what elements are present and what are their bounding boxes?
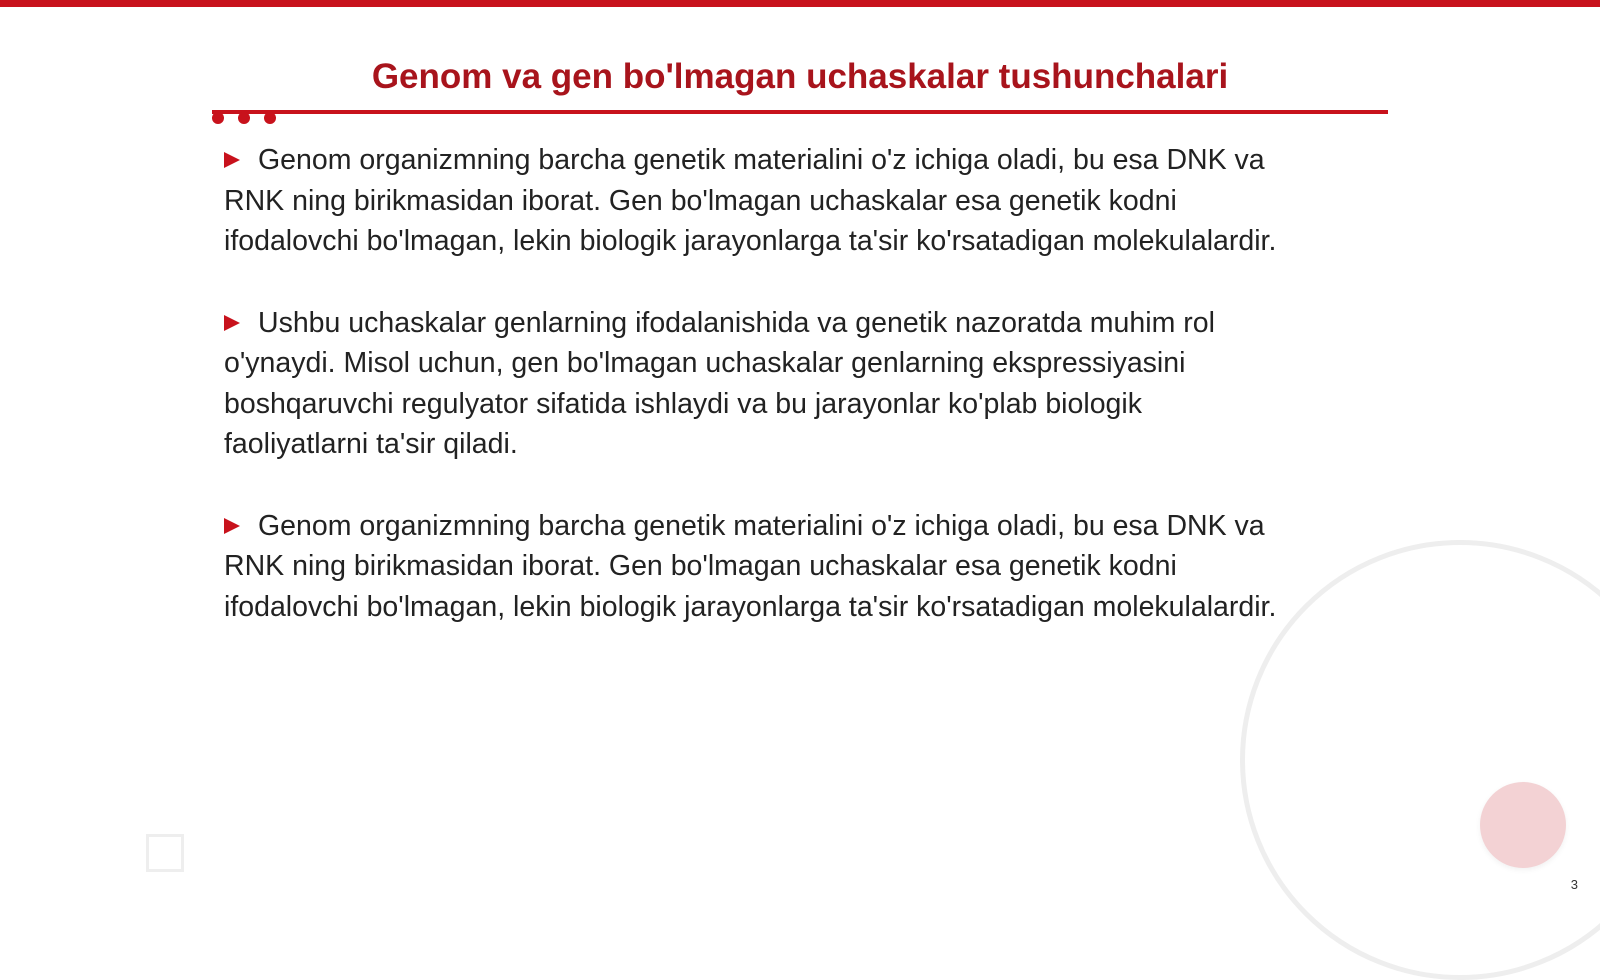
bullet-item-1 [224, 140, 1384, 262]
dot-3 [264, 112, 276, 124]
triangle-right-icon [224, 152, 240, 168]
bullet-1-text: Genom organizmning barcha genetik materialini o'z ichiga oladi, bu esa DNK va RNK ning birikmasidan iborat. Gen bo'lmagan uchaskalar esa genetik kodni ifodalovchi bo'lmagan, lekin biologik jarayonlarga ta'sir ko'rsatadigan molekulalardir. [224, 144, 1277, 257]
page-number: 3 [1570, 877, 1578, 892]
decorative-square [146, 834, 184, 872]
bullet-item-2 [224, 303, 1384, 465]
bullet-item-3 [224, 506, 1384, 628]
bullet-2-text: Ushbu uchaskalar genlarning ifodalanishida va genetik nazoratda muhim rol o'ynaydi. Misol uchun, gen bo'lmagan uchaskalar genlarning ekspressiyasini boshqaruvchi regulyator sifatida ishlaydi va bu jarayonlar ko'plab biologik faoliyatlarni ta'sir qiladi. [224, 306, 1215, 460]
title-dots [212, 112, 276, 126]
triangle-right-icon [224, 315, 240, 331]
decorative-disc [1480, 782, 1566, 868]
slide-title: Genom va gen bo'lmagan uchaskalar tushunchalari [371, 57, 1229, 96]
title-underline [212, 110, 1388, 114]
bullet-list [224, 140, 1384, 668]
dot-1 [212, 112, 224, 124]
dot-2 [238, 112, 250, 124]
top-accent-bar [0, 0, 1600, 7]
bullet-3-text: Genom organizmning barcha genetik materialini o'z ichiga oladi, bu esa DNK va RNK ning birikmasidan iborat. Gen bo'lmagan uchaskalar esa genetik kodni ifodalovchi bo'lmagan, lekin biologik jarayonlarga ta'sir ko'rsatadigan molekulalardir. [224, 509, 1277, 623]
triangle-right-icon [224, 518, 240, 534]
